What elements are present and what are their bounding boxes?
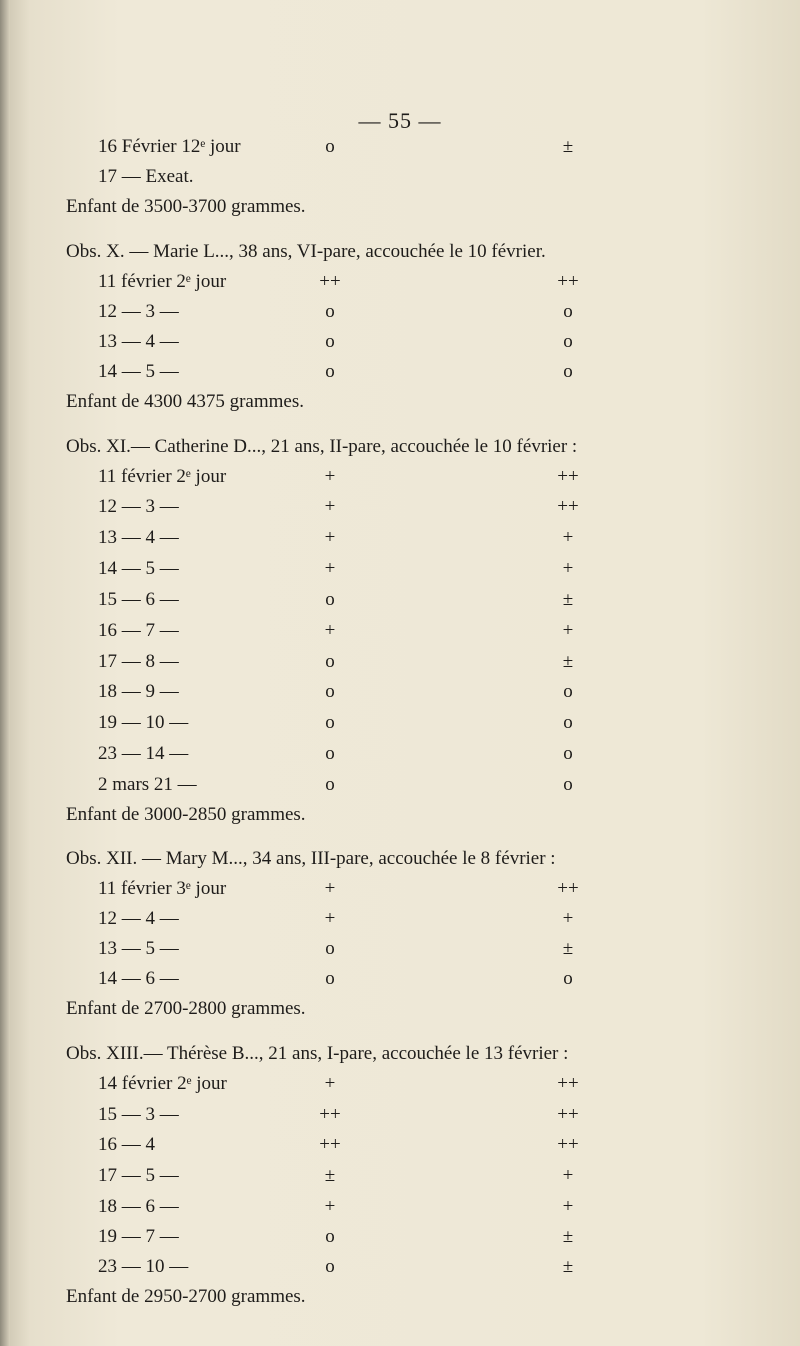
row-date: 2 mars 21 — — [98, 774, 197, 795]
row-value-b: o — [563, 301, 573, 322]
row-date: 14 — 5 — — [98, 558, 179, 579]
row-value-b: ± — [562, 1256, 574, 1277]
row-value-b: o — [563, 743, 573, 764]
infant-weight-note: Enfant de 3000-2850 grammes. — [66, 804, 306, 825]
row-date: 16 — 4 — [98, 1134, 155, 1155]
row-date: 12 — 4 — — [98, 908, 179, 929]
row-date: 14 février 2ᵉ jour — [98, 1073, 227, 1094]
infant-weight-note: Enfant de 2700-2800 grammes. — [66, 998, 306, 1019]
row-value-a: ++ — [319, 1134, 341, 1155]
row-value-a: o — [325, 743, 335, 764]
row-value-b: + — [562, 620, 574, 641]
row-value-a: + — [324, 558, 336, 579]
row-date: 13 — 4 — — [98, 527, 179, 548]
row-date: 11 février 2ᵉ jour — [98, 271, 227, 292]
observation-heading: Obs. X. — Marie L..., 38 ans, VI-pare, accouchée le 10 février. — [66, 241, 546, 262]
row-date: 23 — 10 — — [98, 1256, 189, 1277]
row-value-a: o — [325, 681, 335, 702]
row-value-a: + — [324, 527, 336, 548]
observation-heading: Obs. XII. — Mary M..., 34 ans, III-pare, accouchée le 8 février : — [66, 848, 556, 869]
row-value-a: o — [325, 938, 335, 959]
row-date: 14 — 5 — — [98, 361, 179, 382]
observation-heading: Obs. XIII.— Thérèse B..., 21 ans, I-pare, accouchée le 13 février : — [66, 1043, 569, 1064]
row-date: 18 — 6 — — [98, 1196, 179, 1217]
row-value-a: + — [324, 1073, 336, 1094]
row-value-a: o — [325, 1226, 335, 1247]
row-value-a: + — [324, 1196, 336, 1217]
row-date: 17 — 8 — — [98, 651, 179, 672]
row-date: 16 Février 12ᵉ jour — [98, 136, 241, 157]
row-date: 16 — 7 — — [98, 620, 179, 641]
row-value-b: ± — [562, 589, 574, 610]
row-value-a: ± — [324, 1165, 336, 1186]
row-value-a: + — [324, 878, 336, 899]
row-value-a: o — [325, 589, 335, 610]
row-value-b: ++ — [557, 1134, 579, 1155]
row-date: 12 — 3 — — [98, 301, 179, 322]
row-value-b: ± — [562, 651, 574, 672]
row-date: 17 — 5 — — [98, 1165, 179, 1186]
row-date: 23 — 14 — — [98, 743, 189, 764]
observation-heading: Obs. XI.— Catherine D..., 21 ans, II-pare, accouchée le 10 février : — [66, 436, 578, 457]
row-value-b: ++ — [557, 466, 579, 487]
row-value-b: + — [562, 1165, 574, 1186]
row-value-a: o — [325, 331, 335, 352]
row-value-a: o — [325, 136, 335, 157]
row-value-a: + — [324, 496, 336, 517]
row-date: 18 — 9 — — [98, 681, 179, 702]
row-value-b: ± — [562, 136, 574, 157]
row-value-a: + — [324, 908, 336, 929]
row-value-a: + — [324, 620, 336, 641]
row-value-b: + — [562, 1196, 574, 1217]
row-value-b: o — [563, 331, 573, 352]
row-value-b: o — [563, 712, 573, 733]
row-value-b: + — [562, 527, 574, 548]
row-date: 13 — 5 — — [98, 938, 179, 959]
row-value-b: ++ — [557, 1073, 579, 1094]
row-date: 11 février 3ᵉ jour — [98, 878, 227, 899]
row-value-a: + — [324, 466, 336, 487]
row-value-b: o — [563, 968, 573, 989]
row-value-b: + — [562, 908, 574, 929]
row-date: 15 — 6 — — [98, 589, 179, 610]
row-value-b: ++ — [557, 271, 579, 292]
row-value-b: o — [563, 361, 573, 382]
row-date: 19 — 10 — — [98, 712, 189, 733]
row-value-a: ++ — [319, 271, 341, 292]
row-value-a: ++ — [319, 1104, 341, 1125]
row-value-a: o — [325, 968, 335, 989]
book-spine-shadow — [0, 0, 10, 1346]
row-value-b: + — [562, 558, 574, 579]
row-value-a: o — [325, 301, 335, 322]
row-value-b: ++ — [557, 1104, 579, 1125]
infant-weight-note: Enfant de 3500-3700 grammes. — [66, 196, 306, 217]
row-date: 19 — 7 — — [98, 1226, 179, 1247]
row-value-b: o — [563, 774, 573, 795]
infant-weight-note: Enfant de 2950-2700 grammes. — [66, 1286, 306, 1307]
infant-weight-note: Enfant de 4300 4375 grammes. — [66, 391, 304, 412]
row-value-b: ++ — [557, 496, 579, 517]
page-number: — 55 — — [358, 108, 442, 133]
row-date: 14 — 6 — — [98, 968, 179, 989]
row-value-a: o — [325, 712, 335, 733]
row-value-b: o — [563, 681, 573, 702]
row-value-b: ++ — [557, 878, 579, 899]
row-value-b: ± — [562, 938, 574, 959]
row-date: 11 février 2ᵉ jour — [98, 466, 227, 487]
row-date: 17 — Exeat. — [98, 166, 194, 187]
row-value-a: o — [325, 774, 335, 795]
row-date: 13 — 4 — — [98, 331, 179, 352]
row-value-a: o — [325, 1256, 335, 1277]
row-date: 15 — 3 — — [98, 1104, 179, 1125]
row-value-b: ± — [562, 1226, 574, 1247]
row-value-a: o — [325, 651, 335, 672]
row-value-a: o — [325, 361, 335, 382]
row-date: 12 — 3 — — [98, 496, 179, 517]
